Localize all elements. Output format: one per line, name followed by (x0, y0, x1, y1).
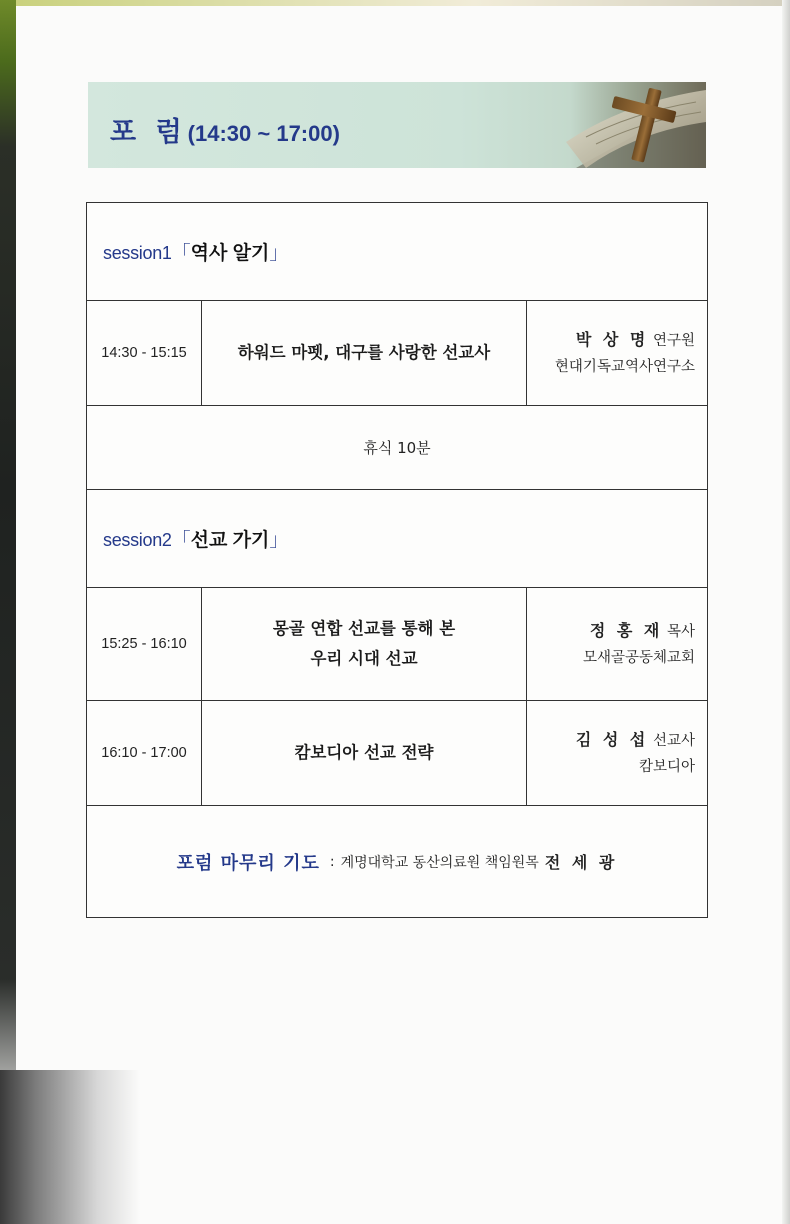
table-row (87, 587, 707, 700)
talk-topic (202, 701, 527, 805)
header-banner (88, 82, 706, 168)
talk-speaker (527, 701, 707, 805)
topic-line: 몽골 연합 선교를 통해 본 (272, 619, 456, 639)
talk-time: 16:10 - 17:00 (87, 701, 202, 805)
session-label: session1 (103, 243, 172, 263)
break-row (87, 405, 707, 489)
session-label: session2 (103, 530, 172, 550)
title-time: (14:30 ~ 17:00) (187, 121, 340, 146)
speaker-role: 선교사 (652, 733, 695, 750)
session-header (87, 203, 707, 300)
talk-topic (202, 588, 527, 700)
topic-line: 캄보디아 선교 전략 (294, 743, 434, 763)
page-edge-shadow (0, 1070, 140, 1224)
page-title (110, 110, 340, 149)
talk-time: 15:25 - 16:10 (87, 588, 202, 700)
speaker-name: 박 상 명 (575, 330, 649, 350)
speaker-role: 목사 (666, 624, 695, 641)
bracket-close: 」 (269, 243, 289, 264)
title-main: 포 럼 (110, 117, 188, 147)
topic-line: 우리 시대 선교 (310, 649, 418, 668)
closing-separator: : (329, 853, 335, 870)
bracket-open: 「 (171, 530, 191, 551)
speaker-org: 캄보디아 (638, 758, 695, 775)
schedule-table (86, 202, 708, 918)
talk-time: 14:30 - 15:15 (87, 301, 202, 405)
topic-line: 하워드 마펫, 대구를 사랑한 선교사 (237, 343, 491, 363)
speaker-org: 모새골공동체교회 (582, 649, 695, 666)
talk-speaker (527, 588, 707, 700)
break-text: 휴식 10분 (363, 439, 431, 457)
session-name: 역사 알기 (190, 243, 270, 264)
table-row (87, 700, 707, 805)
closing-name: 전 세 광 (544, 853, 618, 872)
session-title (87, 525, 288, 552)
session-header (87, 489, 707, 587)
speaker-role: 연구원 (652, 333, 695, 350)
speaker-name: 정 홍 재 (589, 621, 663, 641)
table-row (87, 300, 707, 405)
cross-icon (556, 82, 706, 168)
session-name: 선교 가기 (190, 530, 270, 551)
bracket-open: 「 (171, 243, 191, 264)
speaker-org: 현대기독교역사연구소 (554, 358, 695, 375)
closing-affiliation: 계명대학교 동산의료원 책임원목 (340, 854, 539, 871)
closing-label: 포럼 마무리 기도 (176, 852, 320, 874)
session-title (87, 238, 288, 265)
speaker-name: 김 성 섭 (575, 730, 649, 750)
talk-topic (202, 301, 527, 405)
closing-row (87, 805, 707, 917)
page-edge-right (782, 0, 790, 1224)
bracket-close: 」 (269, 530, 289, 551)
talk-speaker (527, 301, 707, 405)
page-edge-left (0, 0, 16, 1224)
